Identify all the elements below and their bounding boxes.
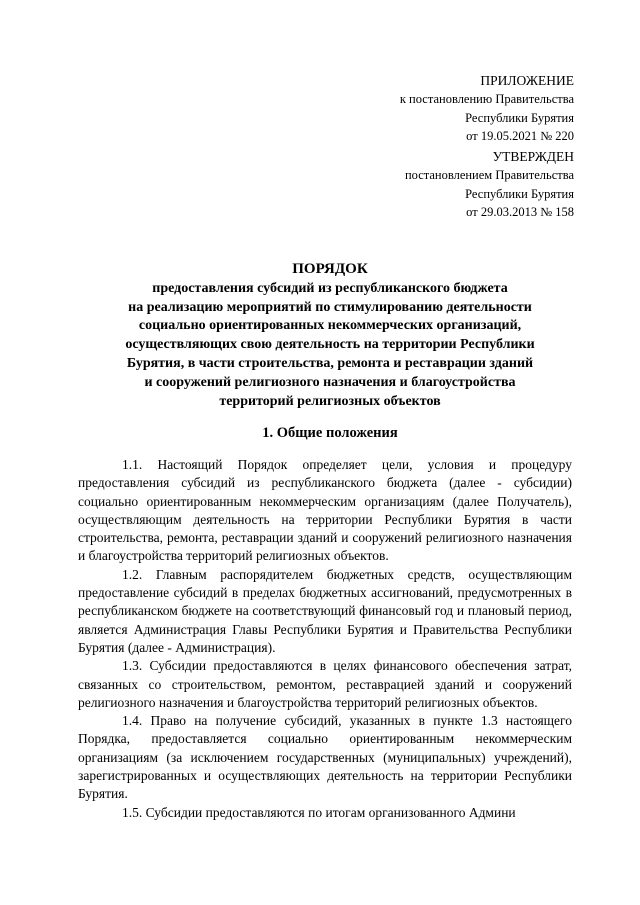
appendix-label: ПРИЛОЖЕНИЕ bbox=[480, 73, 574, 88]
appendix-line: к постановлению Правительства bbox=[399, 92, 574, 107]
paragraph: 1.4. Право на получение субсидий, указанных в пункте 1.3 настоящего Порядка, предоставляется социально ориентированным некоммерческим организациям (за исключением государственных (муниципальных) учреждений), зарегистрированных и осуществляющих деятельность на территории Республики Бурятия. bbox=[78, 713, 572, 802]
approved-line: Республики Бурятия bbox=[465, 186, 574, 201]
approved-label: УТВЕРЖДЕН bbox=[492, 149, 574, 164]
paragraph: 1.1. Настоящий Порядок определяет цели, условия и процедуру предоставления субсидий из республиканского бюджета (далее - субсидии) социально ориентированным некоммерческим организациям (далее Получатель), осуществляющим деятельность на территории Республики Бурятия в части строительства, ремонта, реставрации зданий и сооружений религиозного назначения и благоустройства территорий религиозных объектов. bbox=[78, 457, 572, 564]
title-line: предоставления субсидий из республиканского бюджета bbox=[152, 280, 508, 296]
title-line: территорий религиозных объектов bbox=[219, 393, 441, 409]
title-line: и сооружений религиозного назначения и благоустройства bbox=[144, 374, 516, 390]
title-line: осуществляющих свою деятельность на территории Республики bbox=[125, 337, 535, 353]
title-main: ПОРЯДОК bbox=[292, 261, 368, 277]
approved-line: постановлением Правительства bbox=[404, 168, 574, 183]
appendix-line: от 19.05.2021 № 220 bbox=[466, 129, 574, 144]
approved-block bbox=[405, 148, 574, 222]
title-line: социально ориентированных некоммерческих организаций, bbox=[138, 318, 522, 334]
title-line: на реализацию мероприятий по стимулированию деятельности bbox=[128, 299, 532, 315]
approved-line: от 29.03.2013 № 158 bbox=[466, 205, 574, 220]
appendix-block bbox=[400, 72, 574, 146]
paragraph: 1.2. Главным распорядителем бюджетных средств, осуществляющим предоставление субсидий в пределах бюджетных ассигнований, предусмотренных в республиканском бюджете на соответствующий финансовый год и плановый период, является Администрация Главы Республики Бурятия и Правительства Республики Бурятия (далее - Администрация). bbox=[78, 566, 572, 655]
appendix-line: Республики Бурятия bbox=[465, 110, 574, 125]
document-body bbox=[78, 456, 572, 822]
section-heading: 1. Общие положения bbox=[262, 425, 398, 441]
title-line: Бурятия, в части строительства, ремонта и реставрации зданий bbox=[126, 355, 534, 371]
paragraph: 1.3. Субсидии предоставляются в целях финансового обеспечения затрат, связанных со строительством, ремонтом, реставрацией зданий и сооружений религиозного назначения и благоустройства территорий религиозных объектов. bbox=[78, 658, 572, 710]
paragraph: 1.5. Субсидии предоставляются по итогам организованного Админи bbox=[122, 804, 516, 820]
document-title bbox=[66, 260, 594, 411]
